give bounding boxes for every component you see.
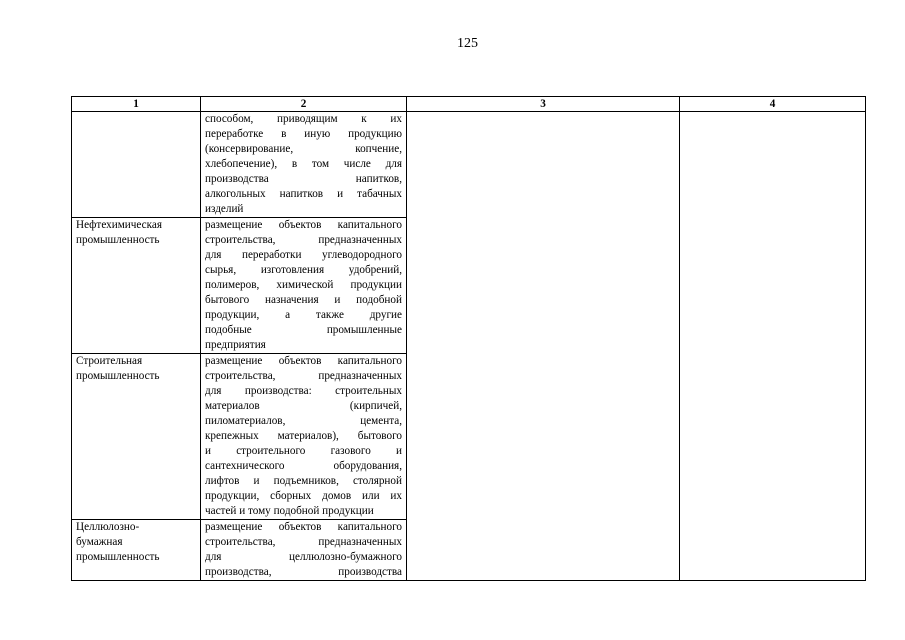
description-line: способом, приводящим к их xyxy=(205,113,402,125)
column-header-4: 4 xyxy=(680,97,866,112)
category-line: бумажная xyxy=(76,536,123,548)
description-cell xyxy=(201,112,407,218)
description-line: полимеров, химической продукции xyxy=(205,279,402,291)
description-cell xyxy=(201,354,407,520)
description-line: размещение объектов капитального xyxy=(205,219,402,231)
description-line: бытового назначения и подобной xyxy=(205,294,402,306)
column-header-2: 2 xyxy=(201,97,407,112)
description-line: алкогольных напитков и табачных xyxy=(205,188,402,200)
description-line: частей и тому подобной продукции xyxy=(205,505,374,517)
category-line: Строительная xyxy=(76,355,143,367)
description-line: строительства, предназначенных xyxy=(205,536,402,548)
description-line: материалов (кирпичей, xyxy=(205,400,402,412)
category-line: промышленность xyxy=(76,370,160,382)
description-line: лифтов и подъемников, столярной xyxy=(205,475,402,487)
category-cell xyxy=(72,354,201,520)
description-line: сырья, изготовления удобрений, xyxy=(205,264,402,276)
page-number: 125 xyxy=(457,36,478,51)
description-line: размещение объектов капитального xyxy=(205,355,402,367)
table-header-row xyxy=(72,97,866,112)
description-line: (консервирование, копчение, xyxy=(205,143,402,155)
column-4-cell xyxy=(680,112,866,581)
description-line: производства напитков, xyxy=(205,173,402,185)
description-line: сантехнического оборудования, xyxy=(205,460,402,472)
description-line: продукции, сборных домов или их xyxy=(205,490,402,502)
category-line: Целлюлозно- xyxy=(76,521,140,533)
description-line: размещение объектов капитального xyxy=(205,521,402,533)
column-header-3: 3 xyxy=(407,97,680,112)
category-line: Нефтехимическая xyxy=(76,219,162,231)
description-line: подобные промышленные xyxy=(205,324,402,336)
description-line: для целлюлозно-бумажного xyxy=(205,551,402,563)
category-cell xyxy=(72,112,201,218)
description-line: изделий xyxy=(205,203,244,215)
description-line: хлебопечение), в том числе для xyxy=(205,158,402,170)
description-line: строительства, предназначенных xyxy=(205,234,402,246)
description-line: переработке в иную продукцию xyxy=(205,128,402,140)
description-line: для производства: строительных xyxy=(205,385,402,397)
description-line: продукции, а также другие xyxy=(205,309,402,321)
description-line: крепежных материалов), бытового xyxy=(205,430,402,442)
description-cell xyxy=(201,218,407,354)
land-use-table xyxy=(71,96,866,581)
description-cell xyxy=(201,520,407,581)
description-line: строительства, предназначенных xyxy=(205,370,402,382)
description-line: и строительного газового и xyxy=(205,445,402,457)
description-line: для переработки углеводородного xyxy=(205,249,402,261)
category-line: промышленность xyxy=(76,234,160,246)
description-line: предприятия xyxy=(205,339,266,351)
column-header-1: 1 xyxy=(72,97,201,112)
category-line: промышленность xyxy=(76,551,160,563)
column-3-cell xyxy=(407,112,680,581)
table-row xyxy=(72,112,866,218)
description-line: производства, производства xyxy=(205,566,402,578)
category-cell xyxy=(72,218,201,354)
category-cell xyxy=(72,520,201,581)
description-line: пиломатериалов, цемента, xyxy=(205,415,402,427)
